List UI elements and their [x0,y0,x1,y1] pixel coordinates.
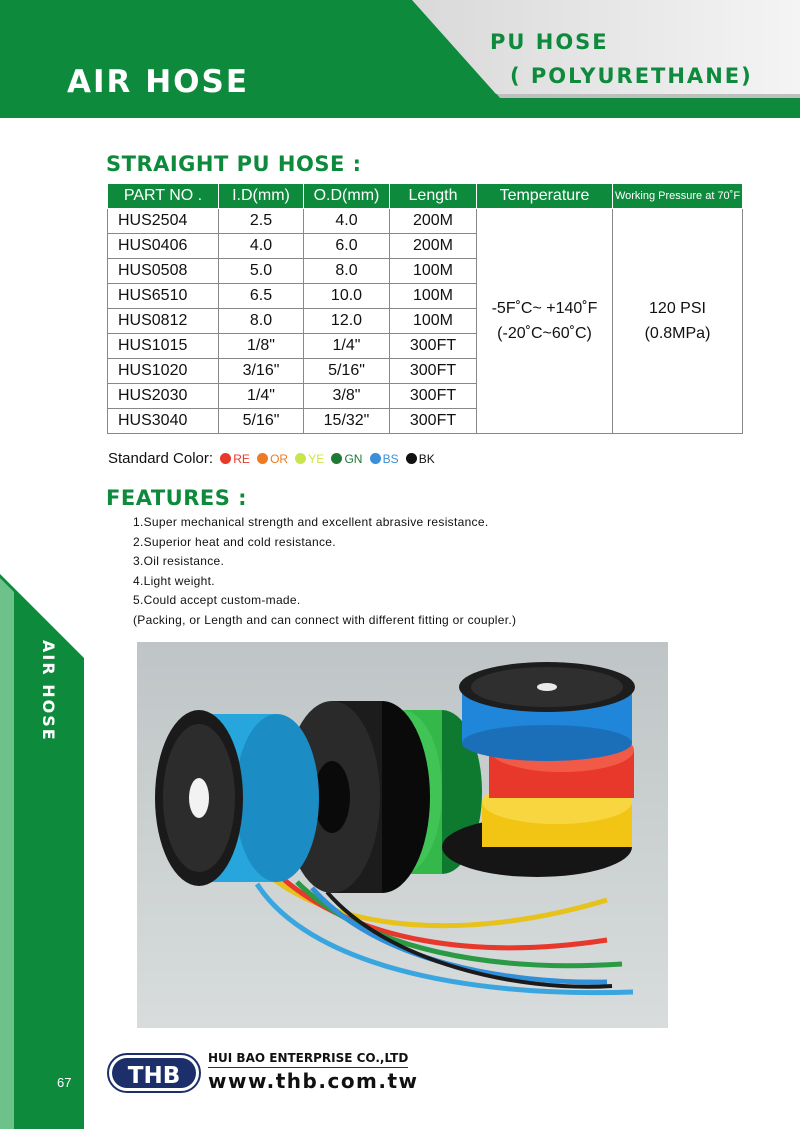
id-cell: 5.0 [219,259,304,284]
standard-color-legend [108,450,435,467]
part-no-cell: HUS1015 [108,334,219,359]
id-cell: 8.0 [219,309,304,334]
page-title: AIR HOSE [67,64,249,100]
green-swatch-icon [331,453,342,464]
id-cell: 6.5 [219,284,304,309]
od-cell: 4.0 [304,209,390,234]
length-cell: 300FT [390,359,477,384]
section-heading-straight-pu-hose: STRAIGHT PU HOSE : [106,152,362,176]
table-header-row [108,184,743,209]
section-heading-features: FEATURES : [106,486,248,510]
od-cell: 15/32" [304,409,390,434]
temperature-cell [477,209,613,434]
pressure-mpa: (0.8MPa) [644,325,711,342]
od-cell: 10.0 [304,284,390,309]
list-item: 5.Could accept custom-made. [133,593,301,607]
company-name: HUI BAO ENTERPRISE CO.,LTD [208,1051,409,1065]
header-grey-panel [0,0,800,118]
website-link[interactable]: www.thb.com.tw [208,1069,419,1093]
id-cell: 2.5 [219,209,304,234]
part-no-cell: HUS2504 [108,209,219,234]
part-no-cell: HUS6510 [108,284,219,309]
length-cell: 200M [390,209,477,234]
id-cell: 1/8" [219,334,304,359]
col-header-working-pressure: Working Pressure at 70˚F [613,184,743,209]
id-cell: 4.0 [219,234,304,259]
blue-swatch-icon [370,453,381,464]
col-header-part-no: PART NO . [108,184,219,209]
od-cell: 1/4" [304,334,390,359]
standard-color-label: Standard Color: [108,450,214,467]
color-code-bs: BS [382,452,399,466]
length-cell: 300FT [390,409,477,434]
col-header-length: Length [390,184,477,209]
od-cell: 12.0 [304,309,390,334]
part-no-cell: HUS3040 [108,409,219,434]
col-header-temperature: Temperature [477,184,613,209]
side-tab-label: AIR HOSE [39,640,58,742]
list-item: 3.Oil resistance. [133,554,225,568]
list-item: 4.Light weight. [133,573,215,588]
part-no-cell: HUS2030 [108,384,219,409]
page-subtitle-line2: ( POLYURETHANE) [510,64,753,88]
od-cell: 8.0 [304,259,390,284]
page-number: 67 [57,1075,72,1090]
col-header-id: I.D(mm) [219,184,304,209]
part-no-cell: HUS1020 [108,359,219,384]
color-code-bk: BK [418,452,435,466]
part-no-cell: HUS0812 [108,309,219,334]
part-no-cell: HUS0406 [108,234,219,259]
length-cell: 100M [390,284,477,309]
length-cell: 100M [390,259,477,284]
length-cell: 100M [390,309,477,334]
length-cell: 300FT [390,334,477,359]
pressure-psi: 120 PSI [649,300,706,317]
color-code-re: RE [233,452,250,466]
yellow-swatch-icon [295,453,306,464]
product-photo [137,642,668,1028]
list-item: 2.Superior heat and cold resistance. [133,534,336,549]
orange-swatch-icon [257,453,268,464]
black-swatch-icon [406,453,417,464]
thb-logo [107,1053,201,1093]
list-item: (Packing, or Length and can connect with different fitting or coupler.) [133,612,517,627]
id-cell: 1/4" [219,384,304,409]
temperature-fahrenheit: -5F˚C~ +140˚F [491,300,598,317]
length-cell: 200M [390,234,477,259]
footer-divider [208,1067,408,1068]
od-cell: 3/8" [304,384,390,409]
col-header-od: O.D(mm) [304,184,390,209]
color-code-gn: GN [344,452,363,466]
temperature-celsius: (-20˚C~60˚C) [497,325,592,342]
features-list [133,513,516,630]
list-item: 1.Super mechanical strength and excellent abrasive resistance. [133,515,489,529]
length-cell: 300FT [390,384,477,409]
color-code-or: OR [270,452,289,466]
part-no-cell: HUS0508 [108,259,219,284]
table-row [108,209,743,234]
pressure-cell [613,209,743,434]
od-cell: 6.0 [304,234,390,259]
spec-table [107,183,743,434]
od-cell: 5/16" [304,359,390,384]
id-cell: 5/16" [219,409,304,434]
logo-text: THB [127,1063,181,1089]
id-cell: 3/16" [219,359,304,384]
page-subtitle-line1: PU HOSE [490,30,609,54]
red-swatch-icon [220,453,231,464]
color-code-ye: YE [308,452,325,466]
